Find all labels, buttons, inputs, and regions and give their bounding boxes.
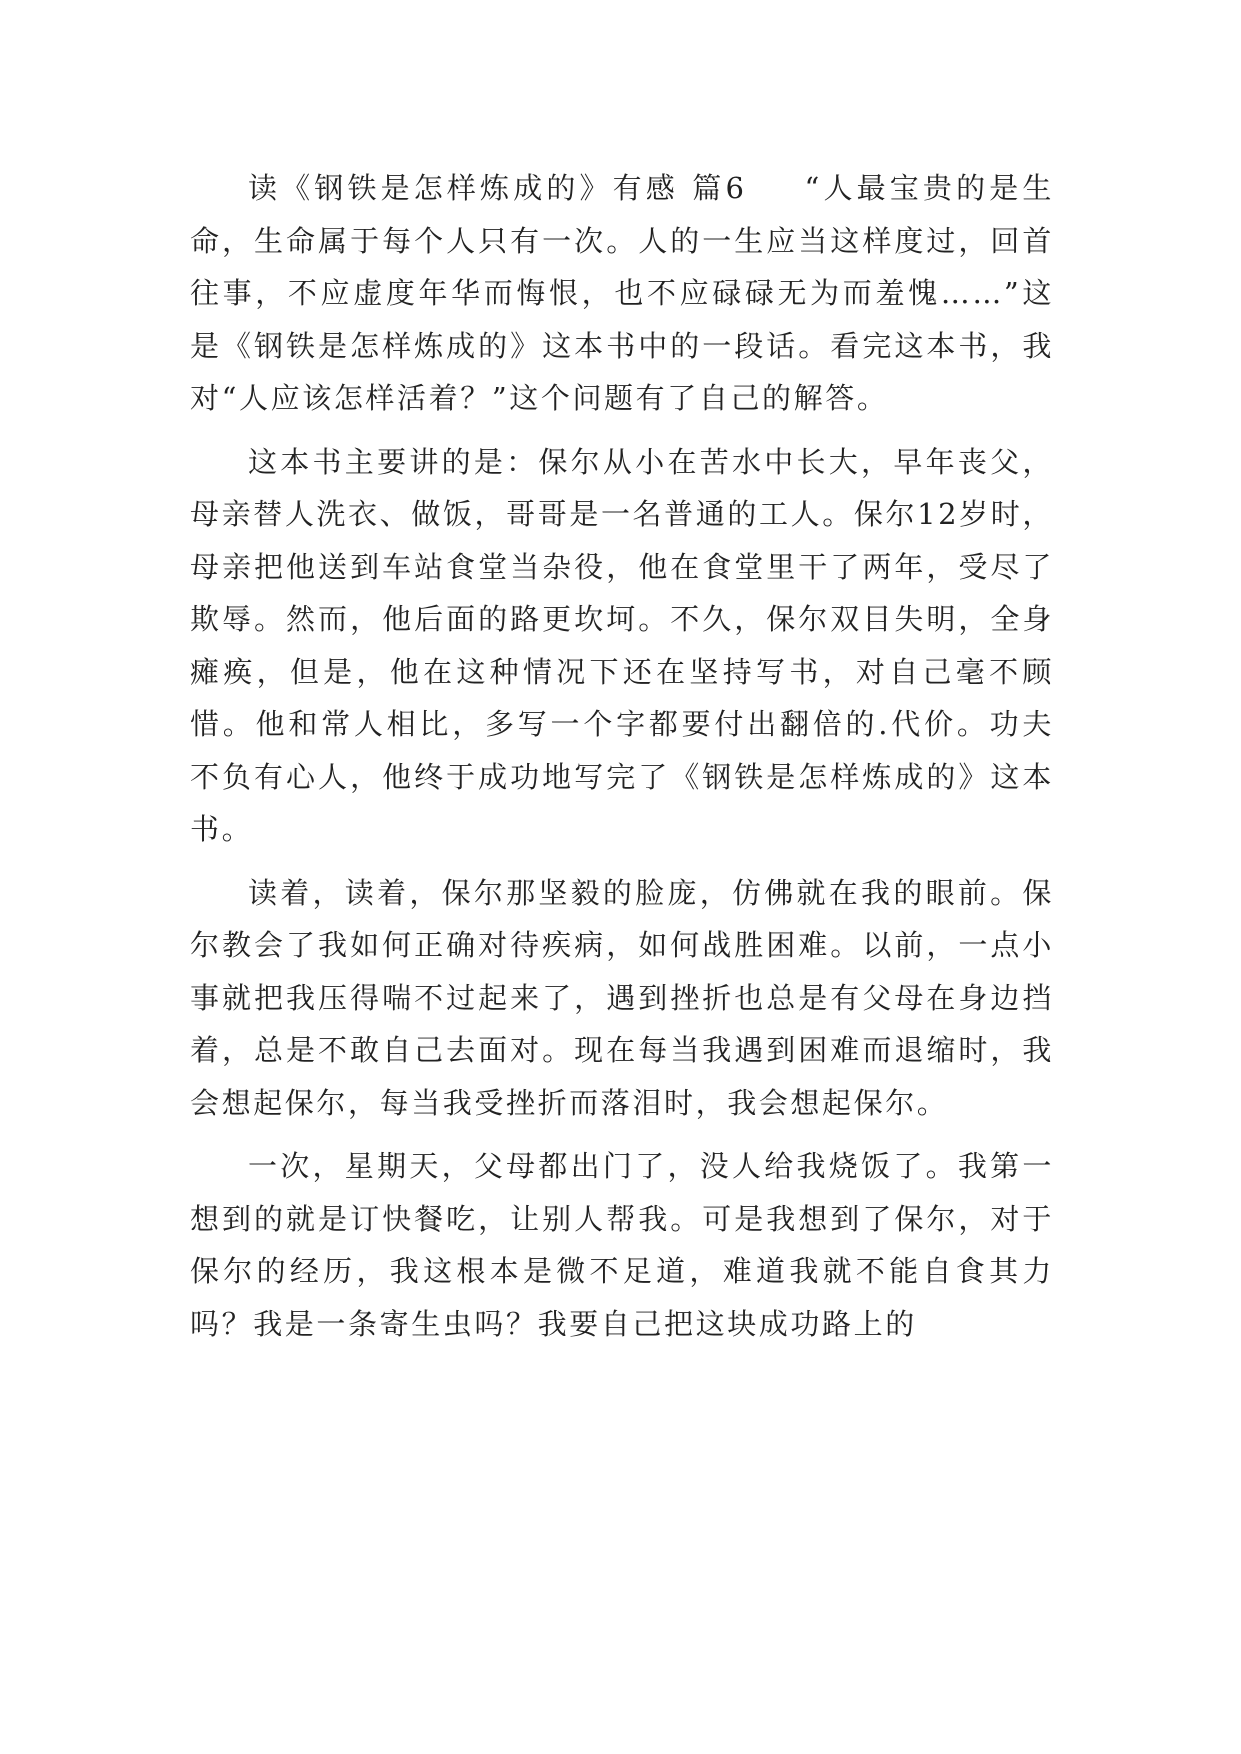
paragraph-3: 读着，读着，保尔那坚毅的脸庞，仿佛就在我的眼前。保尔教会了我如何正确对待疾病，如何战胜困难。以前，一点小事就把我压得喘不过起来了，遇到挫折也总是有父母在身边挡着，总是不敢自己去面对。现在每当我遇到困难而退缩时，我会想起保尔，每当我受挫折而落泪时，我会想起保尔。 [190,875,1054,1120]
paragraph-4: 一次，星期天，父母都出门了，没人给我烧饭了。我第一想到的就是订快餐吃，让别人帮我。可是我想到了保尔，对于保尔的经历，我这根本是微不足道，难道我就不能自食其力吗？我是一条寄生虫吗？我要自己把这块成功路上的 [190,1149,1054,1341]
paragraph-1 [190,162,1054,425]
paragraph-2: 这本书主要讲的是：保尔从小在苦水中长大，早年丧父，母亲替人洗衣、做饭，哥哥是一名普通的工人。保尔12岁时，母亲把他送到车站食堂当杂役，他在食堂里干了两年，受尽了欺辱。然而，他后面的路更坎坷。不久，保尔双目失明，全身瘫痪，但是，他在这种情况下还在坚持写书，对自己毫不顾惜。他和常人相比，多写一个字都要付出翻倍的.代价。功夫不负有心人，他终于成功地写完了《钢铁是怎样炼成的》这本书。 [190,444,1054,846]
article-title: 读《钢铁是怎样炼成的》有感 篇6 [248,171,747,205]
article-body [190,162,1054,1361]
paragraph-1-text: “人最宝贵的是生命，生命属于每个人只有一次。人的一生应当这样度过，回首往事，不应虚度年华而悔恨，也不应碌碌无为而羞愧……”这是《钢铁是怎样炼成的》这本书中的一段话。看完这本书，我对“人应该怎样活着？”这个问题有了自己的解答。 [190,171,1054,415]
